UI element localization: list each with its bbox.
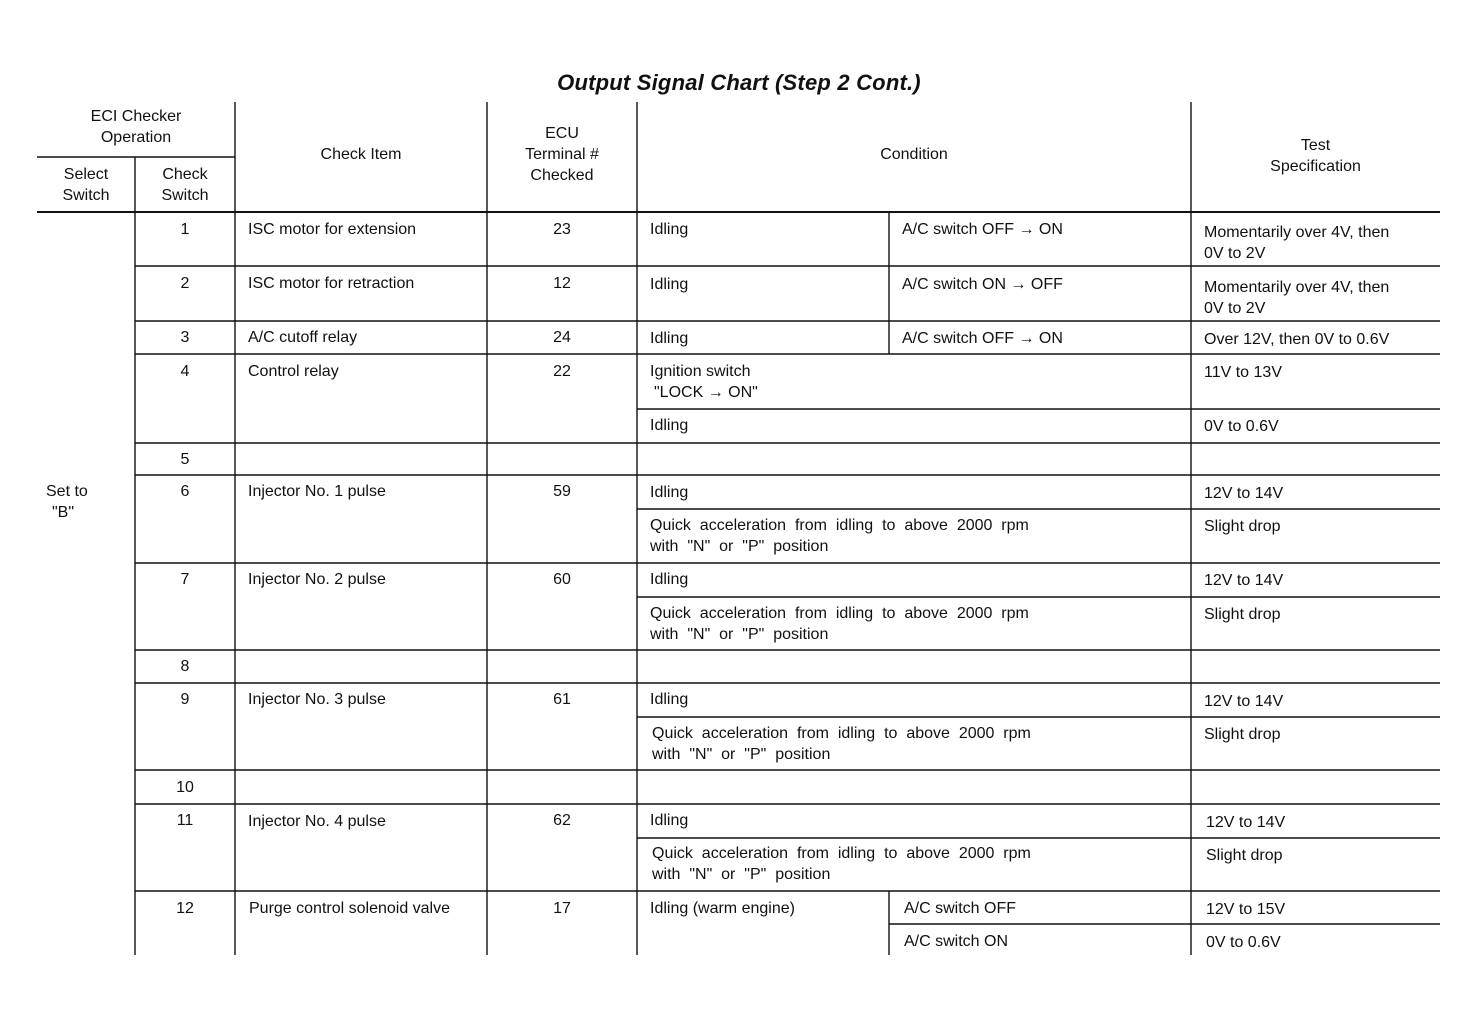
select-value-line2: "B" bbox=[52, 504, 75, 521]
spec-line1: Momentarily over 4V, then bbox=[1204, 224, 1390, 241]
check-item: Injector No. 2 pulse bbox=[248, 571, 386, 588]
test-spec: Over 12V, then 0V to 0.6V bbox=[1204, 331, 1390, 348]
condition-line2: with "N" or "P" position bbox=[652, 866, 831, 883]
test-spec: 0V to 0.6V bbox=[1204, 418, 1279, 435]
condition-line1: Quick acceleration from idling to above 2000 rpm bbox=[650, 517, 1029, 534]
condition-text: Idling bbox=[650, 571, 689, 588]
condition-subtext: A/C switch OFF → ON bbox=[902, 330, 1063, 347]
header-spec-line1: Test bbox=[1300, 137, 1331, 154]
condition-line1: Quick acceleration from idling to above 2000 rpm bbox=[650, 605, 1029, 622]
check-switch-number: 10 bbox=[176, 779, 194, 796]
check-item: ISC motor for retraction bbox=[248, 275, 415, 292]
check-switch-number: 8 bbox=[180, 658, 190, 675]
header-eci-line1: ECI Checker bbox=[90, 108, 182, 125]
test-spec: 12V to 15V bbox=[1206, 901, 1286, 918]
check-switch-number: 3 bbox=[180, 329, 190, 346]
condition-line1: Quick acceleration from idling to above 2000 rpm bbox=[652, 845, 1031, 862]
condition-text: Idling (warm engine) bbox=[650, 900, 795, 917]
spec-line2: 0V to 2V bbox=[1204, 245, 1266, 262]
ecu-terminal: 61 bbox=[553, 691, 571, 708]
condition-text bbox=[652, 723, 1031, 765]
ecu-terminal: 59 bbox=[553, 483, 571, 500]
test-spec: 0V to 0.6V bbox=[1206, 934, 1281, 951]
test-spec: 12V to 14V bbox=[1204, 572, 1284, 589]
condition-line1: Ignition switch bbox=[650, 363, 751, 380]
header-ecu-line2: Terminal # bbox=[525, 146, 599, 163]
condition-text bbox=[650, 361, 758, 403]
condition-text: Idling bbox=[650, 812, 689, 829]
ecu-terminal: 23 bbox=[553, 221, 571, 238]
test-spec: Slight drop bbox=[1204, 518, 1281, 535]
header-ecu-terminal bbox=[487, 123, 637, 186]
test-spec bbox=[1204, 222, 1389, 264]
header-select-line2: Switch bbox=[62, 187, 110, 204]
ecu-terminal: 24 bbox=[553, 329, 571, 346]
test-spec: 12V to 14V bbox=[1204, 485, 1284, 502]
condition-text: Idling bbox=[650, 417, 689, 434]
condition-subtext: A/C switch ON bbox=[904, 933, 1009, 950]
condition-subtext: A/C switch OFF bbox=[904, 900, 1017, 917]
condition-text: Idling bbox=[650, 330, 689, 347]
check-switch-number: 12 bbox=[176, 900, 194, 917]
header-eci-line2: Operation bbox=[100, 129, 172, 146]
test-spec: Slight drop bbox=[1206, 847, 1283, 864]
test-spec: 12V to 14V bbox=[1206, 814, 1286, 831]
check-switch-number: 9 bbox=[180, 691, 190, 708]
ecu-terminal: 12 bbox=[553, 275, 571, 292]
test-spec: 12V to 14V bbox=[1204, 693, 1284, 710]
check-switch-number: 6 bbox=[180, 483, 190, 500]
check-switch-number: 7 bbox=[180, 571, 190, 588]
header-select-switch bbox=[37, 164, 135, 206]
condition-text bbox=[652, 843, 1031, 885]
check-item: A/C cutoff relay bbox=[248, 329, 358, 346]
select-value-line1: Set to bbox=[46, 483, 88, 500]
condition-text: Idling bbox=[650, 221, 689, 238]
condition-line2: with "N" or "P" position bbox=[650, 626, 829, 643]
ecu-terminal: 60 bbox=[553, 571, 571, 588]
condition-line2: "LOCK → ON" bbox=[654, 384, 758, 401]
header-eci-operation bbox=[37, 106, 235, 148]
test-spec: Slight drop bbox=[1204, 606, 1281, 623]
condition-line2: with "N" or "P" position bbox=[652, 746, 831, 763]
spec-line2: 0V to 2V bbox=[1204, 300, 1266, 317]
condition-subtext: A/C switch ON → OFF bbox=[902, 276, 1063, 293]
header-check-line1: Check bbox=[162, 166, 208, 183]
condition-line2: with "N" or "P" position bbox=[650, 538, 829, 555]
spec-line1: Momentarily over 4V, then bbox=[1204, 279, 1390, 296]
header-select-line1: Select bbox=[63, 166, 109, 183]
test-spec bbox=[1204, 277, 1389, 319]
header-spec-line2: Specification bbox=[1270, 158, 1361, 175]
check-item: ISC motor for extension bbox=[248, 221, 417, 238]
test-spec: Slight drop bbox=[1204, 726, 1281, 743]
header-condition: Condition bbox=[880, 146, 948, 163]
header-ecu-line3: Checked bbox=[530, 167, 594, 184]
check-switch-number: 2 bbox=[180, 275, 190, 292]
ecu-terminal: 22 bbox=[553, 363, 571, 380]
check-item: Injector No. 1 pulse bbox=[248, 483, 386, 500]
page-title: Output Signal Chart (Step 2 Cont.) bbox=[557, 70, 921, 95]
condition-text: Idling bbox=[650, 276, 689, 293]
condition-text bbox=[650, 603, 1029, 645]
check-switch-number: 4 bbox=[180, 363, 190, 380]
condition-text: Idling bbox=[650, 691, 689, 708]
header-check-line2: Switch bbox=[161, 187, 209, 204]
ecu-terminal: 17 bbox=[553, 900, 571, 917]
condition-subtext: A/C switch OFF → ON bbox=[902, 221, 1063, 238]
check-item: Injector No. 4 pulse bbox=[248, 813, 386, 830]
check-item: Control relay bbox=[248, 363, 339, 380]
header-test-spec bbox=[1191, 135, 1440, 177]
check-switch-number: 1 bbox=[180, 221, 190, 238]
check-switch-number: 11 bbox=[176, 812, 194, 829]
condition-line1: Quick acceleration from idling to above 2000 rpm bbox=[652, 725, 1031, 742]
ecu-terminal: 62 bbox=[553, 812, 571, 829]
condition-text: Idling bbox=[650, 484, 689, 501]
header-check-switch bbox=[135, 164, 235, 206]
check-item: Injector No. 3 pulse bbox=[248, 691, 386, 708]
test-spec: 11V to 13V bbox=[1204, 364, 1282, 381]
condition-text bbox=[650, 515, 1029, 557]
check-item: Purge control solenoid valve bbox=[249, 900, 451, 917]
header-check-item: Check Item bbox=[320, 146, 402, 163]
header-ecu-line1: ECU bbox=[545, 125, 579, 142]
select-switch-value bbox=[46, 481, 88, 523]
check-switch-number: 5 bbox=[180, 451, 190, 468]
